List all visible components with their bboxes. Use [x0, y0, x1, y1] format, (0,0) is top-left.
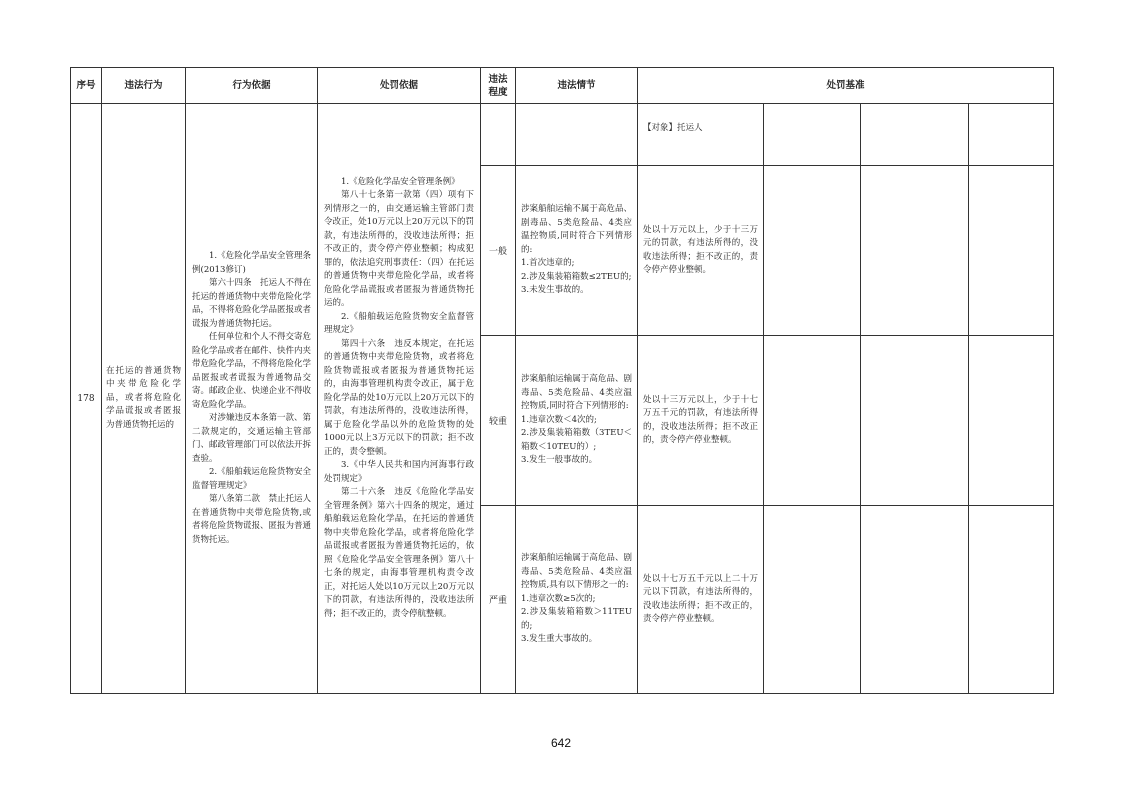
standard-empty: [969, 166, 1054, 336]
circumstance-empty: [516, 104, 638, 166]
header-basis: 行为依据: [186, 68, 318, 104]
standard-empty: [861, 506, 969, 694]
circumstance-line: 2.涉及集装箱箱数（3TEU＜箱数＜10TEU的）;: [521, 428, 632, 452]
degree-cell: 一般: [481, 166, 516, 336]
standard-empty: [764, 336, 861, 506]
circumstance-line: 3.发生重大事故的。: [521, 634, 598, 645]
standard-empty: [764, 506, 861, 694]
basis-para: 对涉嫌违反本条第一款、第二款规定的，交通运输主管部门、邮政管理部门可以依法开拆查验。: [192, 413, 312, 464]
circumstance-line: 1.首次违章的;: [521, 258, 575, 269]
circumstance-cell: [516, 166, 638, 336]
basis-para: 2.《船舶载运危险货物安全监督管理规定》: [192, 467, 311, 491]
penalty-para: 第四十六条 违反本规定，在托运的普通货物中夹带危险货物，或者将危险货物谎报或者匿报为普通货物托运的，由海事管理机构责令改正，属于危险化学品的处10万元以上20万元以下的罚款，有违法所得的，没收违法所得，属于危险化学品以外的危险货物的处1000元以上3万元以下的罚款；拒不改正的，责令整顿。: [324, 338, 474, 457]
page-number: 642: [550, 736, 572, 750]
basis-para: 第六十四条 托运人不得在托运的普通货物中夹带危险化学品，不得将危险化学品匿报或者谎报为普通货物托运。: [192, 278, 312, 329]
row-penalty-basis: [318, 104, 481, 694]
penalty-para: 第二十六条 违反《危险化学品安全管理条例》第六十四条的规定，通过船舶载运危险化学品，在托运的普通货物中夹带危险化学品，或者将危险化学品谎报或者匿报为普通货物托运的，依照《危险化学品安全管理条例》第八十七条的规定，由海事管理机构责令改正，对托运人处以10万元以上20万元以下的罚款，有违法所得的，没收违法所得；拒不改正的，责令停航整顿。: [324, 487, 474, 619]
row-act: 在托运的普通货物中夹带危险化学品，或者将危险化学品谎报或者匿报为普通货物托运的: [102, 104, 186, 694]
standard-cell: 处以十七万五千元以上二十万元以下罚款，有违法所得的，没收违法所得；拒不改正的，责令停产停业整顿。: [638, 506, 764, 694]
header-degree-line1: 违法: [488, 73, 508, 85]
penalty-para: 3.《中华人民共和国内河海事行政处罚规定》: [324, 460, 474, 484]
penalty-para: 1.《危险化学品安全管理条例》: [341, 176, 460, 187]
penalty-table: [70, 67, 1054, 694]
header-circumstance: 违法情节: [516, 68, 638, 104]
header-degree-line2: 程度: [488, 86, 508, 98]
circumstance-line: 3.发生一般事故的。: [521, 455, 598, 466]
standard-empty: [861, 336, 969, 506]
circumstance-line: 2.涉及集装箱箱数≤2TEU的;: [521, 271, 632, 282]
header-standard: 处罚基准: [638, 68, 1054, 104]
circumstance-cell: [516, 506, 638, 694]
header-row: [71, 68, 1054, 104]
header-seq: 序号: [71, 68, 102, 104]
object-label: 【对象】托运人: [638, 104, 764, 166]
standard-empty: [861, 166, 969, 336]
standard-cell: 处以十万元以上，少于十三万元的罚款，有违法所得的，没收违法所得；拒不改正的，责令停产停业整顿。: [638, 166, 764, 336]
table-row: [71, 104, 1054, 166]
circumstance-line: 涉案船舶运输属于高危品、剧毒品、5类危险品、4类应温控物质,同时符合下列情形的:: [521, 374, 632, 412]
standard-empty: [764, 166, 861, 336]
row-basis: [186, 104, 318, 694]
standard-empty: [861, 104, 969, 166]
standard-empty: [969, 506, 1054, 694]
circumstance-cell: [516, 336, 638, 506]
circumstance-line: 2.涉及集装箱箱数＞11TEU的;: [521, 607, 632, 631]
standard-cell: 处以十三万元以上，少于十七万五千元的罚款，有违法所得的，没收违法所得；拒不改正的，责令停产停业整顿。: [638, 336, 764, 506]
degree-empty: [481, 104, 516, 166]
degree-cell: 严重: [481, 506, 516, 694]
basis-para: 任何单位和个人不得交寄危险化学品或者在邮件、快件内夹带危险化学品，不得将危险化学品匿报或者谎报为普通物品交寄。邮政企业、快递企业不得收寄危险化学品。: [192, 332, 312, 410]
basis-para: 第八条第二款 禁止托运人在普通货物中夹带危险货物,或者将危险货物谎报、匿报为普通货物托运。: [192, 494, 312, 545]
circumstance-line: 涉案船舶运输属于高危品、剧毒品、5类危险品、4类应温控物质,具有以下情形之一的:: [521, 553, 632, 591]
header-degree: [481, 68, 516, 104]
standard-empty: [969, 104, 1054, 166]
penalty-para: 2.《船舶载运危险货物安全监督管理规定》: [324, 311, 474, 336]
circumstance-line: 3.未发生事故的。: [521, 285, 589, 296]
circumstance-line: 涉案船舶运输不属于高危品、剧毒品、5类危险品、4类应温控物质,同时符合下列情形的:: [521, 204, 632, 255]
header-penalty-basis: 处罚依据: [318, 68, 481, 104]
row-seq: 178: [71, 104, 102, 694]
circumstance-line: 1.违章次数≥5次的;: [521, 593, 596, 604]
circumstance-line: 1.违章次数＜4次的;: [521, 414, 597, 425]
penalty-para: 第八十七条第一款第（四）项有下列情形之一的，由交通运输主管部门责令改正，处10万元以上20万元以下的罚款，有违法所得的，没收违法所得；拒不改正的，责令停产停业整顿；构成犯罪的，依法追究刑事责任：（四）在托运的普通货物中夹带危险化学品，或者将危险化学品谎报或者匿报为普通货物托运的。: [324, 190, 474, 309]
header-act: 违法行为: [102, 68, 186, 104]
degree-cell: 较重: [481, 336, 516, 506]
standard-empty: [764, 104, 861, 166]
standard-empty: [969, 336, 1054, 506]
basis-para: 1.《危险化学品安全管理条例(2013修订): [192, 251, 311, 275]
